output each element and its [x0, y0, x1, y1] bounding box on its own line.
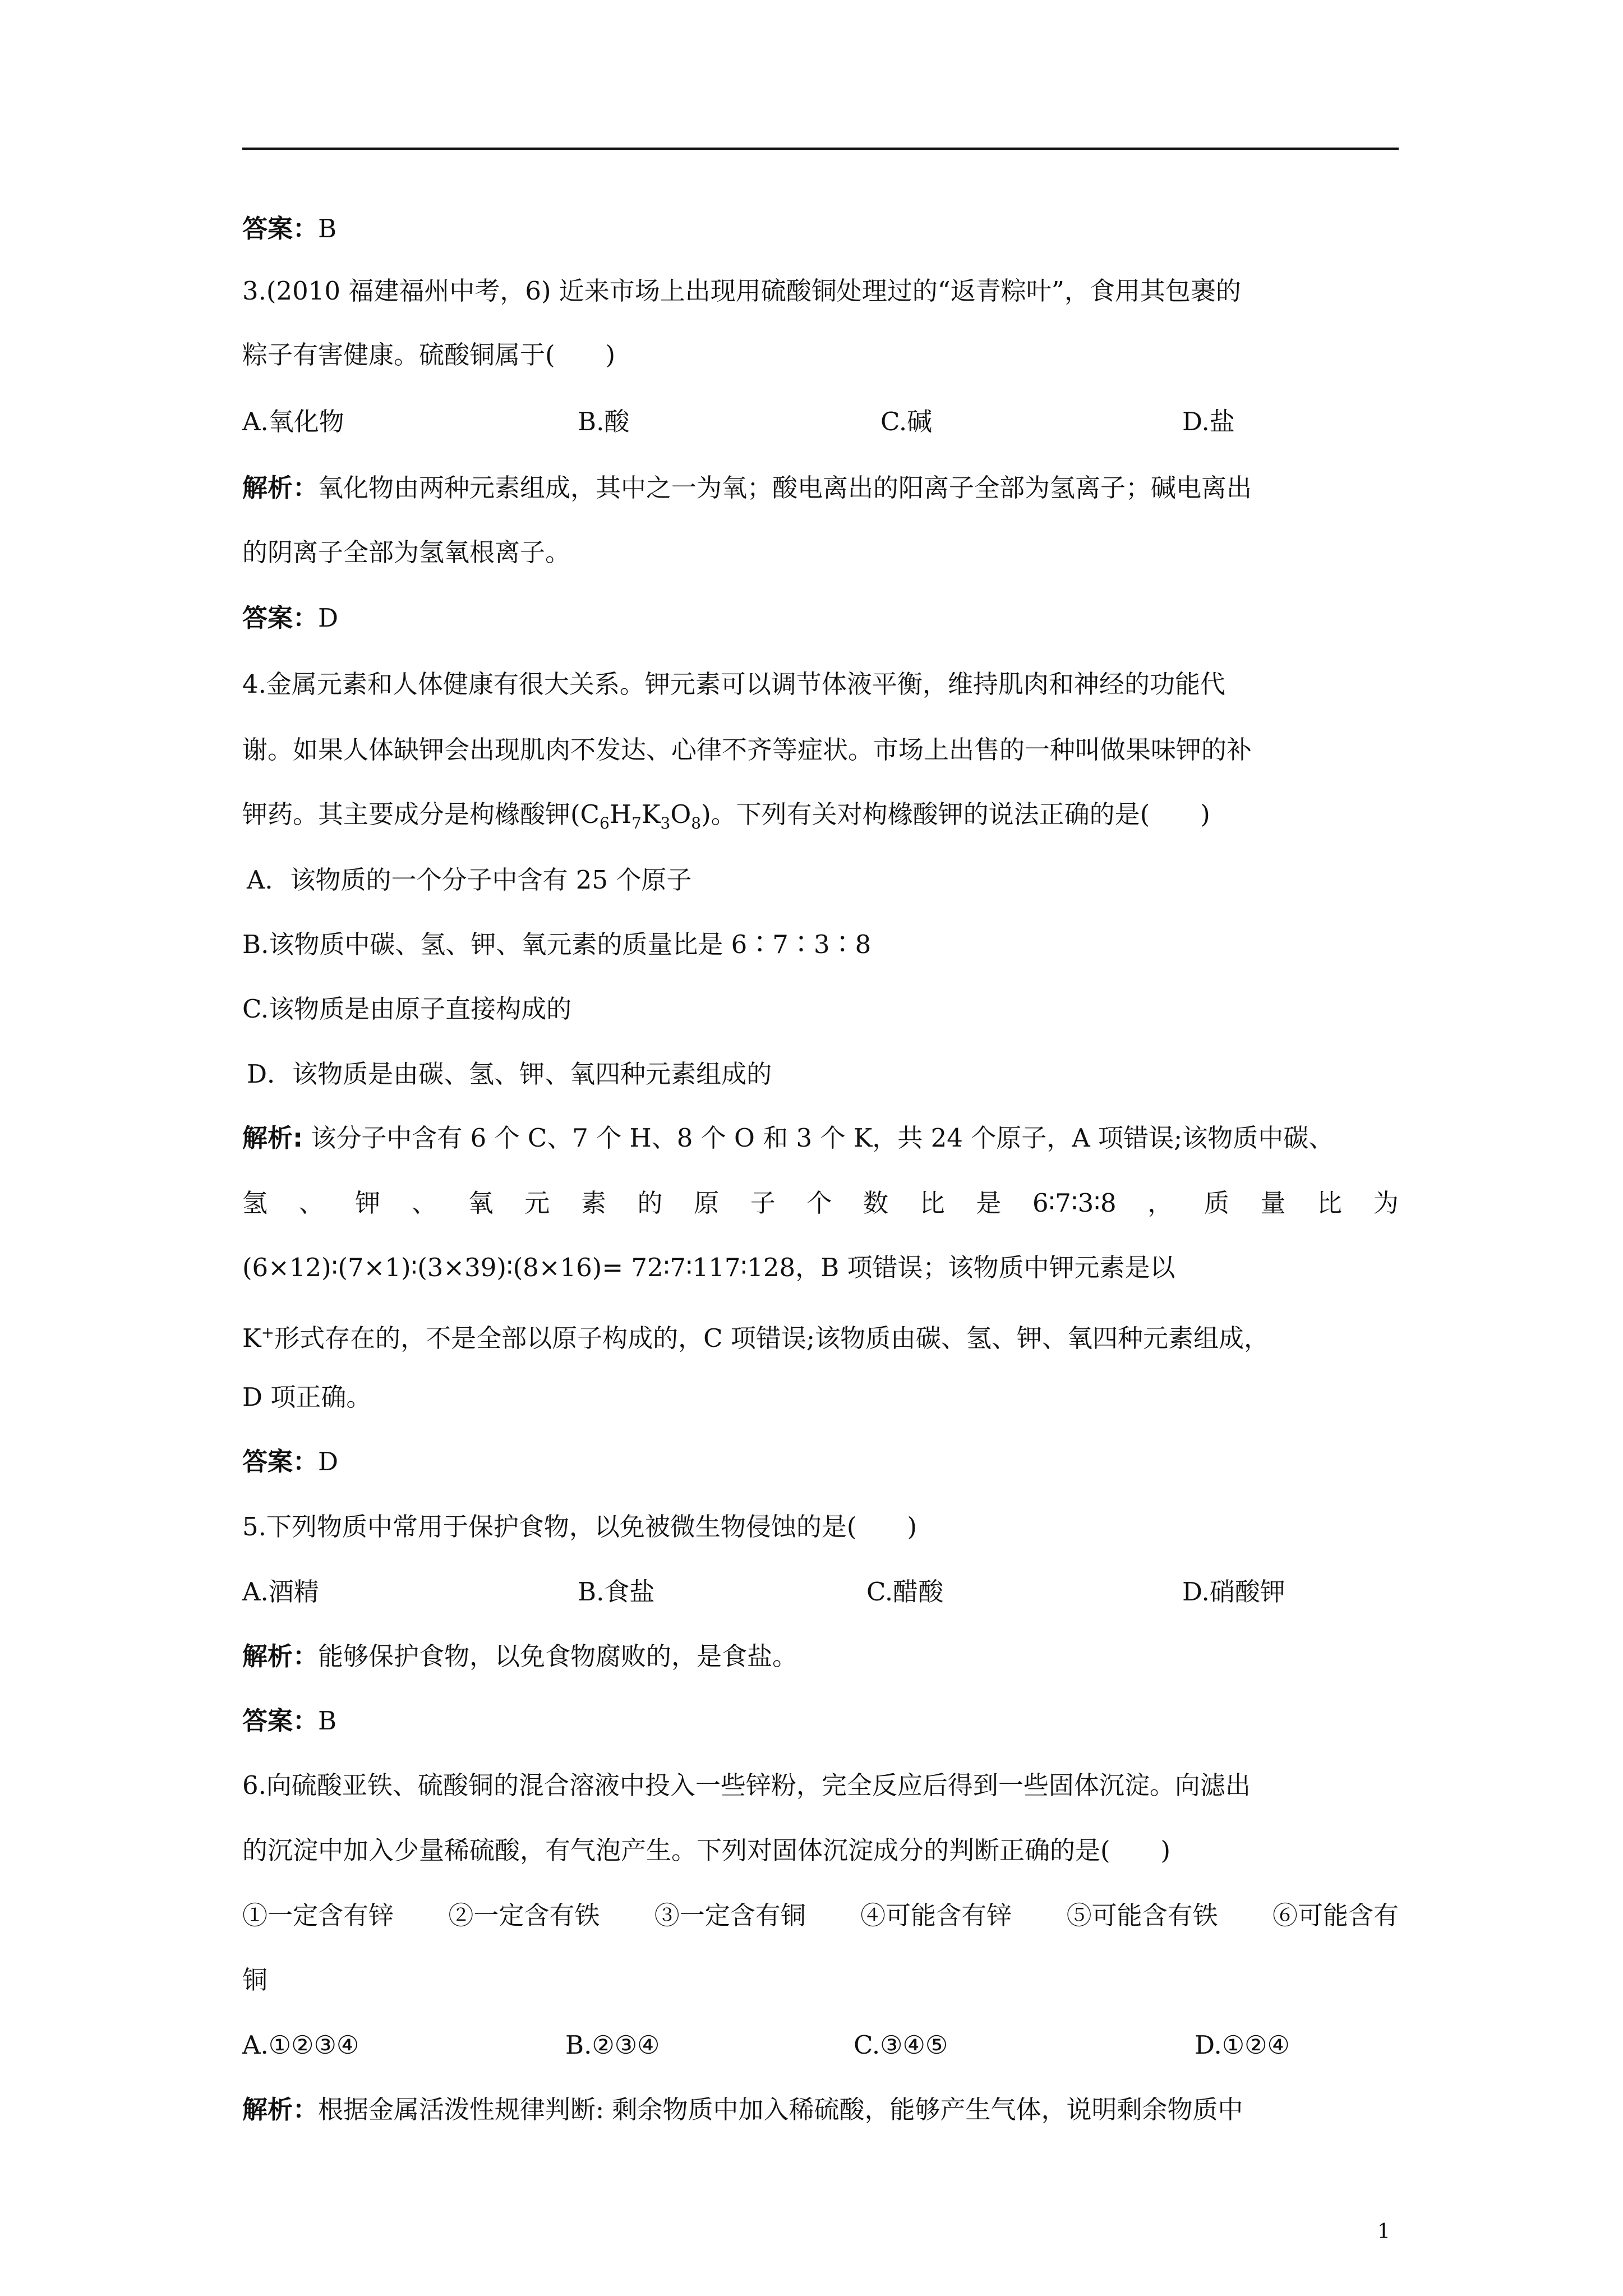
q4-analysis-line3: (6×12)∶(7×1)∶(3×39)∶(8×16)= 72∶7∶117∶128，B 项错误；该物质中钾元素是以 — [242, 1253, 1175, 1282]
q3-analysis-line1 — [242, 470, 1252, 506]
q3-option-d: D.盐 — [1182, 407, 1235, 436]
q4-stem-line3 — [242, 797, 1210, 841]
q3-stem-line2: 粽子有害健康。硫酸铜属于( ) — [242, 340, 616, 370]
analysis-text: 根据金属活泼性规律判断: 剩余物质中加入稀硫酸，能够产生气体，说明剩余物质中 — [318, 2095, 1243, 2124]
q5-stem-line1: 5.下列物质中常用于保护食物，以免被微生物侵蚀的是( ) — [242, 1512, 917, 1542]
q6-stem-line1: 6.向硫酸亚铁、硫酸铜的混合溶液中投入一些锌粉，完全反应后得到一些固体沉淀。向滤出 — [242, 1770, 1251, 1800]
subscript: 8 — [691, 814, 702, 832]
analysis-word: 、 — [298, 1188, 324, 1218]
analysis-word: 质 — [1204, 1188, 1229, 1218]
q5-option-d: D.硝酸钾 — [1182, 1577, 1285, 1607]
analysis-text: 氧化物由两种元素组成，其中之一为氧；酸电离出的阳离子全部为氢离子；碱电离出 — [318, 473, 1252, 503]
choice-item: ⑥可能含有 — [1272, 1901, 1399, 1930]
q4-stem-line2: 谢。如果人体缺钾会出现肌肉不发达、心律不齐等症状。市场上出售的一种叫做果味钾的补 — [242, 735, 1252, 765]
answer-label: 答案： — [242, 1706, 319, 1736]
analysis-word: 的 — [637, 1188, 663, 1218]
q4-option-d: D．该物质是由碳、氢、钾、氧四种元素组成的 — [247, 1059, 772, 1089]
choice-item: ③一定含有铜 — [654, 1901, 806, 1930]
analysis-word: 钾 — [355, 1188, 381, 1218]
subscript: 7 — [631, 814, 642, 832]
analysis-label: 解析： — [242, 1641, 319, 1671]
choice-item: ②一定含有铁 — [448, 1901, 600, 1930]
choice-item: ⑤可能含有铁 — [1066, 1901, 1218, 1930]
choice-item: ①一定含有锌 — [242, 1901, 394, 1930]
formula-symbol: K — [641, 799, 661, 829]
q4-analysis-line1 — [242, 1120, 1334, 1156]
analysis-word: 原 — [694, 1188, 720, 1218]
q4-answer-line — [242, 1444, 338, 1480]
analysis-label: 解析： — [242, 473, 319, 503]
analysis-text: 形式存在的，不是全部以原子构成的，C 项错误;该物质由碳、氢、钾、氧四种元素组成， — [274, 1323, 1269, 1353]
page-number: 1 — [1377, 2220, 1390, 2243]
q3-analysis-line2: 的阴离子全部为氢氧根离子。 — [242, 537, 571, 567]
answer-label: 答案： — [242, 214, 319, 243]
answer-value: B — [318, 1706, 337, 1736]
analysis-word: 子 — [750, 1188, 776, 1218]
formula-symbol: K — [242, 1323, 261, 1353]
analysis-word: 素 — [580, 1188, 606, 1218]
superscript: + — [261, 1323, 275, 1342]
q3-option-b: B.酸 — [578, 407, 630, 436]
q3-answer-line — [242, 600, 338, 636]
q6-stem-line2: 的沉淀中加入少量稀硫酸，有气泡产生。下列对固体沉淀成分的判断正确的是( ) — [242, 1835, 1171, 1865]
q4-option-b: B.该物质中碳、氢、钾、氧元素的质量比是 6∶7∶3∶8 — [242, 930, 872, 959]
formula-symbol: O — [670, 799, 691, 829]
q6-analysis-line — [242, 2092, 1243, 2128]
header-rule — [242, 148, 1399, 150]
analysis-word: 比 — [1317, 1188, 1343, 1218]
q4-option-c: C.该物质是由原子直接构成的 — [242, 994, 572, 1024]
choice-item: ④可能含有锌 — [860, 1901, 1012, 1930]
q6-choices-line2: 铜 — [242, 1965, 268, 1995]
analysis-word: 量 — [1260, 1188, 1286, 1218]
formula-symbol: H — [609, 799, 632, 829]
analysis-text: 能够保护食物，以免食物腐败的，是食盐。 — [318, 1641, 798, 1671]
analysis-label: 解析: — [242, 1123, 303, 1153]
analysis-word: 6∶7∶3∶8 — [1032, 1188, 1117, 1218]
q4-analysis-line2 — [242, 1185, 1399, 1221]
q4-option-a: A．该物质的一个分子中含有 25 个原子 — [247, 865, 692, 895]
q6-option-a: A.①②③④ — [242, 2030, 359, 2060]
q3-stem-line1: 3.(2010 福建福州中考，6) 近来市场上出现用硫酸铜处理过的“返青粽叶”，食用其包裹的 — [242, 276, 1241, 306]
analysis-word: 、 — [411, 1188, 437, 1218]
analysis-word: 个 — [806, 1188, 832, 1218]
analysis-word: ， — [1147, 1188, 1173, 1218]
answer-value: D — [318, 1447, 339, 1476]
q6-option-b: B.②③④ — [565, 2030, 660, 2060]
subscript: 6 — [600, 814, 610, 832]
analysis-label: 解析： — [242, 2095, 319, 2124]
analysis-word: 元 — [524, 1188, 550, 1218]
analysis-word: 数 — [863, 1188, 889, 1218]
analysis-text: 该分子中含有 6 个 C、7 个 H、8 个 O 和 3 个 K，共 24 个原子，A 项错误;该物质中碳、 — [311, 1123, 1334, 1153]
analysis-word: 为 — [1373, 1188, 1399, 1218]
q4-stem-line1: 4.金属元素和人体健康有很大关系。钾元素可以调节体液平衡，维持肌肉和神经的功能代 — [242, 669, 1225, 699]
answer-value: D — [318, 603, 339, 633]
answer-label: 答案： — [242, 1447, 319, 1476]
q5-option-b: B.食盐 — [578, 1577, 655, 1607]
q5-answer-line — [242, 1703, 336, 1739]
subscript: 3 — [660, 814, 671, 832]
analysis-word: 氢 — [242, 1188, 268, 1218]
analysis-word: 比 — [919, 1188, 945, 1218]
q5-analysis-line — [242, 1639, 797, 1674]
stem-text: 钾药。其主要成分是枸橼酸钾(C — [242, 799, 600, 829]
answer-value: B — [318, 214, 337, 243]
q4-analysis-line5: D 项正确。 — [242, 1382, 372, 1412]
q4-analysis-line4 — [242, 1315, 1269, 1356]
q5-option-c: C.醋酸 — [866, 1577, 944, 1607]
q6-choices-line — [242, 1898, 1399, 1934]
q2-answer-line — [242, 211, 336, 247]
q3-option-c: C.碱 — [880, 407, 933, 436]
analysis-word: 是 — [976, 1188, 1002, 1218]
q5-option-a: A.酒精 — [242, 1577, 319, 1607]
stem-text: )。下列有关对枸橼酸钾的说法正确的是( ) — [701, 799, 1210, 829]
q6-option-d: D.①②④ — [1195, 2030, 1290, 2060]
q3-option-a: A.氧化物 — [242, 407, 344, 436]
analysis-word: 氧 — [468, 1188, 494, 1218]
answer-label: 答案： — [242, 603, 319, 633]
q6-option-c: C.③④⑤ — [854, 2030, 948, 2060]
